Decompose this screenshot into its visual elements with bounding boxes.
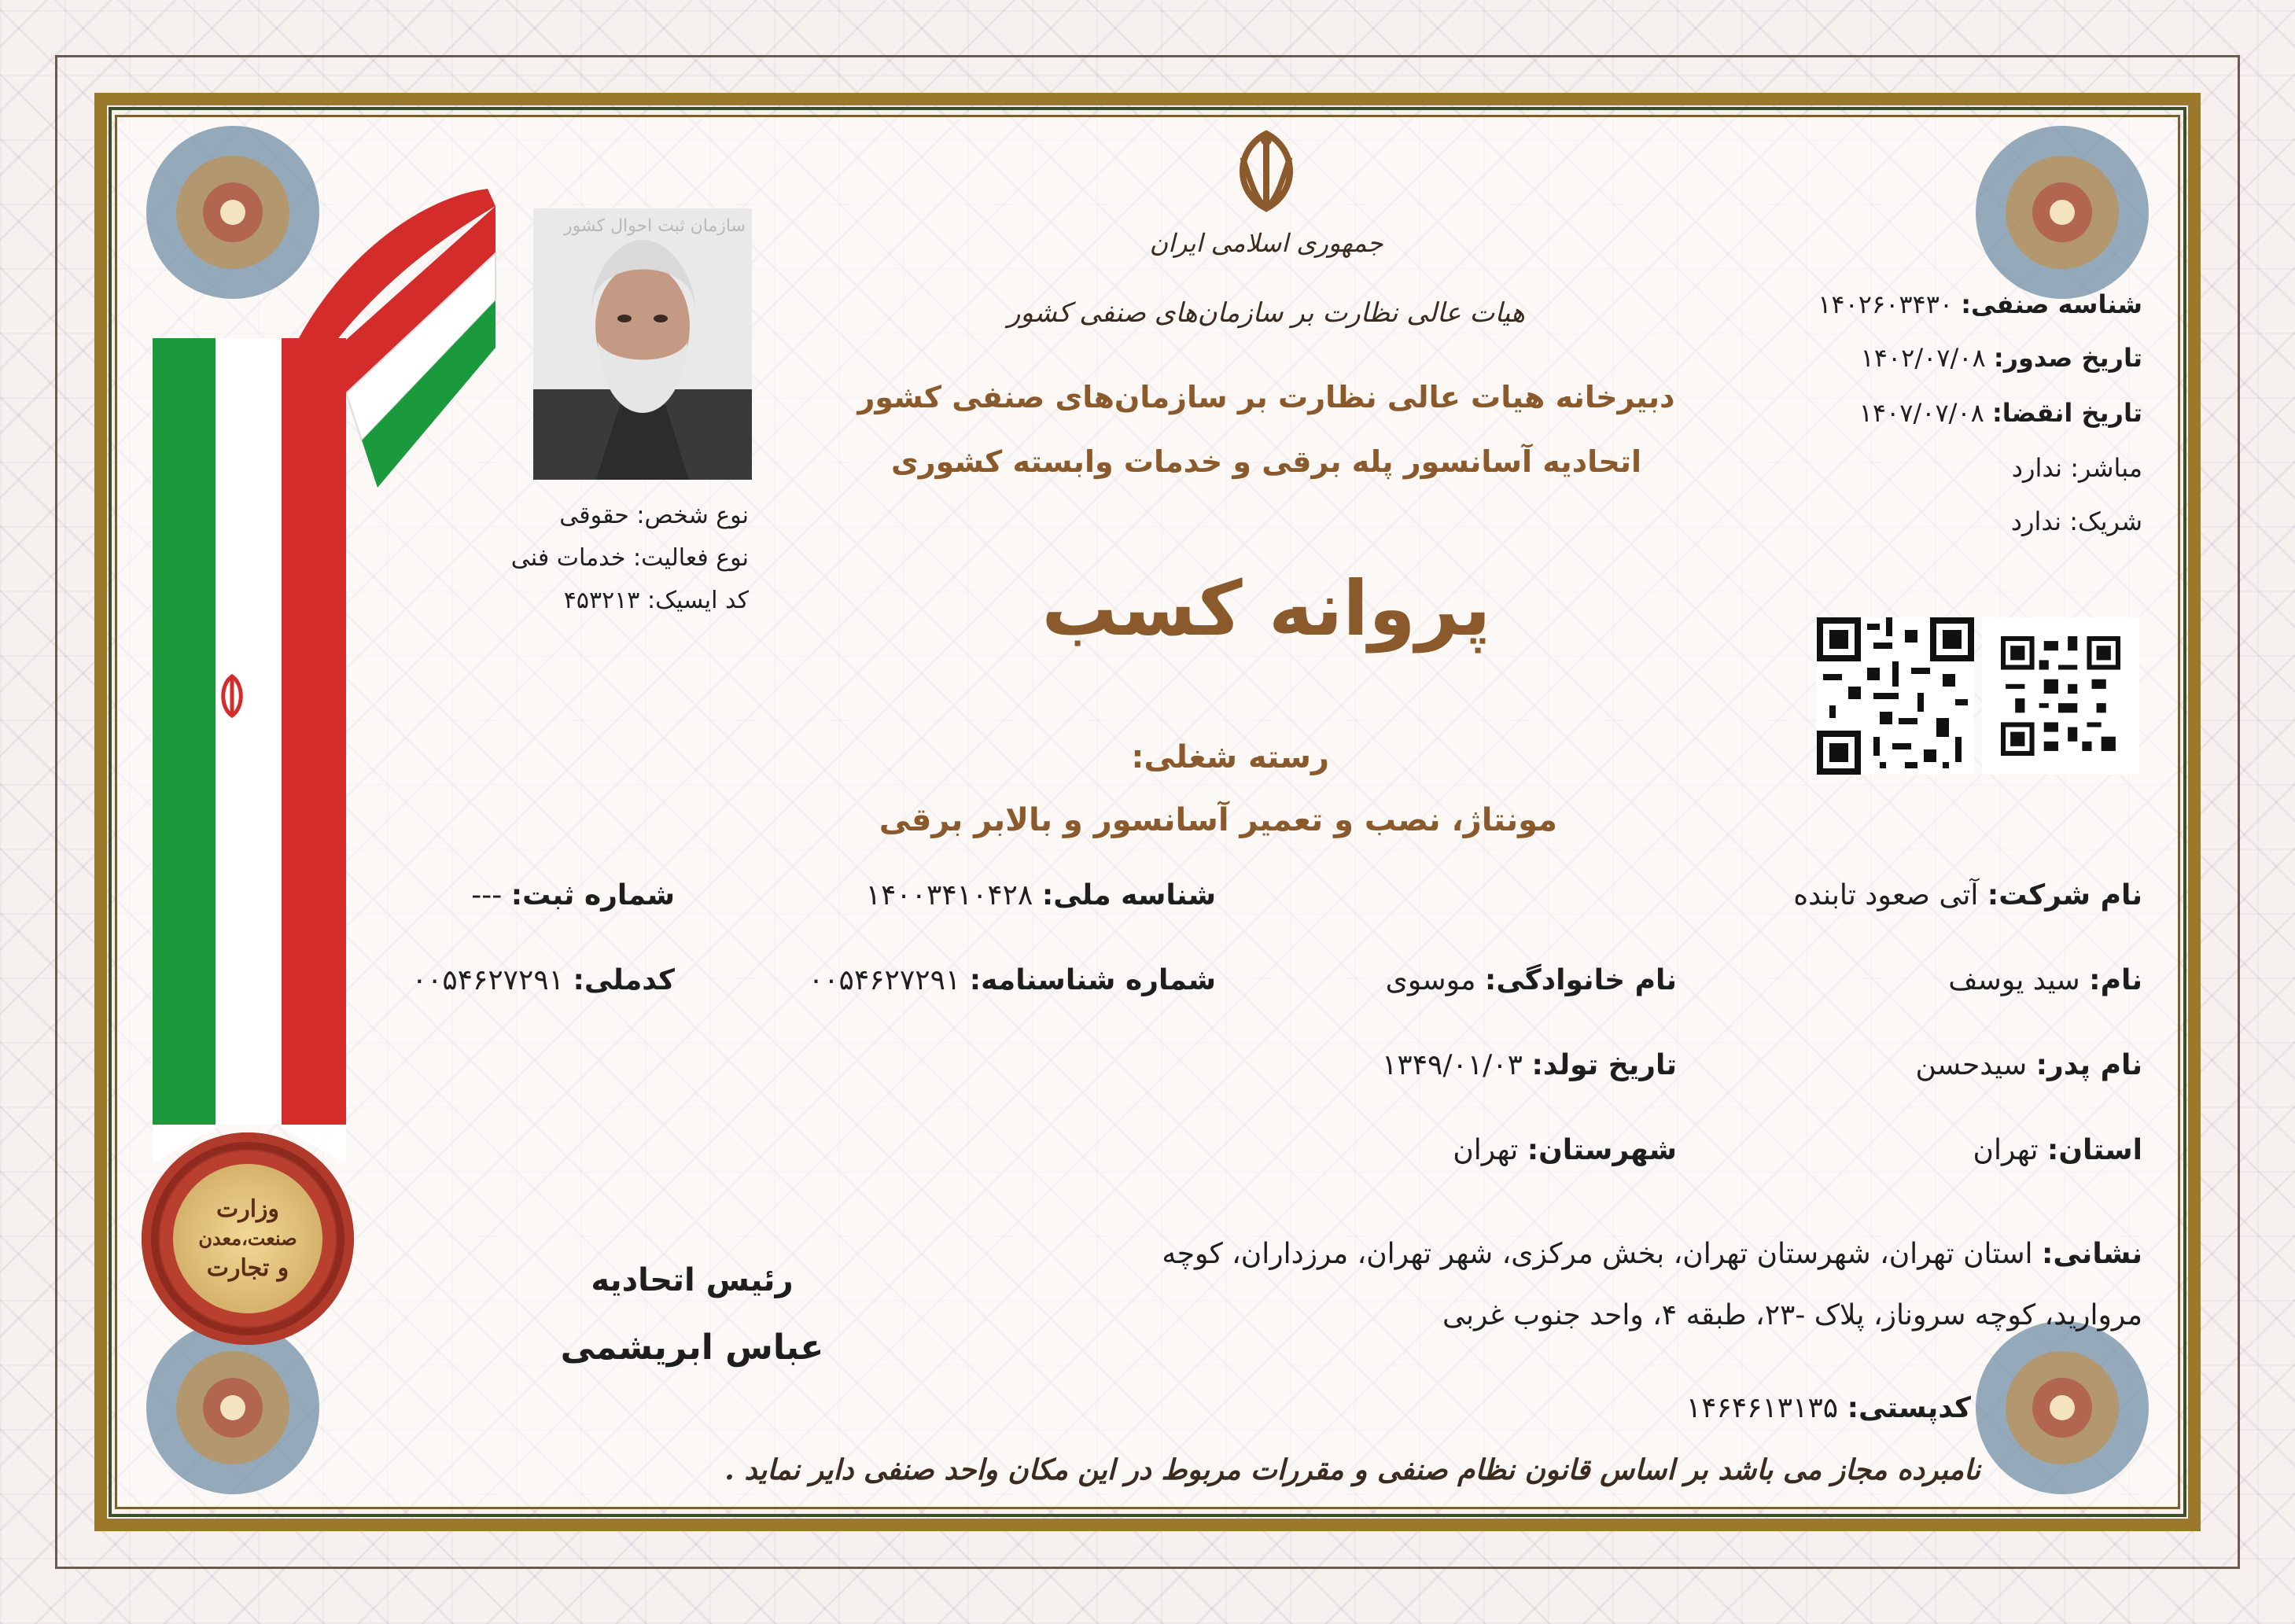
flag-ribbon [142, 189, 503, 1164]
issue-date-row [1861, 343, 2142, 373]
qr-code-large [1817, 617, 1974, 775]
father-name-value: سیدحسن [1915, 1049, 2028, 1081]
postal-code-label: کدپستی: [1847, 1392, 1971, 1424]
first-name-row [1948, 964, 2142, 996]
registration-number-row [471, 879, 675, 911]
council-title: هیات عالی نظارت بر سازمان‌های صنفی کشور [1008, 297, 1525, 329]
person-type-value: حقوقی [559, 502, 629, 529]
company-name-value: آتی صعود تابنده [1793, 879, 1979, 911]
qr-code-small [1982, 617, 2139, 775]
manager-label: مباشر: [2070, 453, 2142, 483]
birth-date-row [1382, 1049, 1677, 1081]
partner-row [2011, 506, 2142, 536]
postal-code-row [1686, 1392, 1971, 1424]
signature-role: رئیس اتحادیه [591, 1262, 794, 1298]
birth-certificate-label: شماره شناسنامه: [969, 964, 1216, 996]
address-row-1 [1162, 1238, 2142, 1270]
company-name-label: نام شرکت: [1987, 879, 2142, 911]
manager-row [2012, 453, 2142, 483]
family-name-row [1386, 964, 1677, 996]
partner-value: ندارد [2010, 506, 2062, 536]
category-value: مونتاژ، نصب و تعمیر آسانسور و بالابر برقی [879, 802, 1557, 838]
seal-text-line3: و تجارت [206, 1254, 289, 1282]
person-type-label: نوع شخص: [636, 502, 749, 529]
person-portrait [533, 208, 752, 480]
activity-type-value: خدمات فنی [510, 544, 626, 572]
issue-date-label: تاریخ صدور: [1993, 343, 2142, 373]
postal-code-value: ۱۴۶۴۶۱۳۱۳۵ [1685, 1392, 1839, 1424]
registration-number-value: --- [471, 879, 503, 911]
ministry-seal [142, 1132, 354, 1345]
company-name-row [1793, 879, 2142, 911]
birth-certificate-value: ۰۰۵۴۶۲۷۲۹۱ [808, 964, 961, 996]
expiry-date-row [1859, 398, 2142, 428]
first-name-label: نام: [2089, 964, 2142, 996]
emblem-icon [212, 672, 252, 720]
province-label: استان: [2046, 1134, 2142, 1166]
isic-code-row [564, 587, 749, 614]
father-name-row [1915, 1049, 2142, 1081]
county-row [1453, 1134, 1677, 1166]
birth-date-value: ۱۳۴۹/۰۱/۰۳ [1382, 1049, 1523, 1081]
address-label: نشانی: [2041, 1238, 2142, 1270]
isic-code-label: کد ایسیک: [647, 587, 749, 614]
manager-value: ندارد [2011, 453, 2063, 483]
province-value: تهران [1973, 1134, 2039, 1166]
national-id-label: شناسه ملی: [1041, 879, 1216, 911]
family-name-value: موسوی [1385, 964, 1476, 996]
national-code-label: کدملی: [573, 964, 675, 996]
union-title: اتحادیه آسانسور پله برقی و خدمات وابسته کشوری [890, 444, 1642, 479]
activity-type-label: نوع فعالیت: [633, 544, 749, 572]
footer-note: نامبرده مجاز می باشد بر اساس قانون نظام صنفی و مقررات مربوط در این مکان واحد صنفی دایر نماید . [724, 1453, 1980, 1486]
first-name-value: سید یوسف [1948, 964, 2080, 996]
partner-label: شریک: [2069, 506, 2142, 536]
expiry-date-label: تاریخ انقضا: [1991, 398, 2142, 428]
seal-text-line2: صنعت،معدن [198, 1227, 297, 1250]
guild-id-row [1818, 289, 2142, 319]
issue-date-value: ۱۴۰۲/۰۷/۰۸ [1860, 343, 1986, 373]
guild-id-label: شناسه صنفی: [1961, 289, 2142, 319]
republic-title: جمهوری اسلامی ایران [1149, 228, 1383, 258]
national-id-row [866, 879, 1216, 911]
iran-emblem-icon [1219, 126, 1313, 216]
profile-photo [533, 208, 752, 480]
seal-text-line1: وزارت [216, 1195, 280, 1223]
expiry-date-value: ۱۴۰۷/۰۷/۰۸ [1858, 398, 1984, 428]
license-title: پروانه کسب [1041, 565, 1491, 653]
category-label: رسته شغلی: [1131, 739, 1329, 775]
father-name-label: نام پدر: [2035, 1049, 2142, 1081]
family-name-label: نام خانوادگی: [1484, 964, 1677, 996]
signature-name: عباس ابریشمی [560, 1328, 824, 1368]
photo-watermark: سازمان ثبت احوال کشور [563, 216, 746, 236]
province-row [1973, 1134, 2142, 1166]
guild-id-value: ۱۴۰۲۶۰۳۴۳۰ [1818, 289, 1954, 319]
county-value: تهران [1453, 1134, 1519, 1166]
national-id-value: ۱۴۰۰۳۴۱۰۴۲۸ [865, 879, 1033, 911]
address-line-1: استان تهران، شهرستان تهران، بخش مرکزی، شهر تهران، مرزداران، کوچه [1162, 1238, 2033, 1270]
birth-date-label: تاریخ تولد: [1531, 1049, 1677, 1081]
national-code-value: ۰۰۵۴۶۲۷۲۹۱ [411, 964, 564, 996]
birth-certificate-row [809, 964, 1216, 996]
national-code-row [412, 964, 675, 996]
county-label: شهرستان: [1527, 1134, 1677, 1166]
isic-code-value: ۴۵۳۲۱۳ [563, 587, 640, 614]
activity-type-row [511, 544, 749, 572]
person-type-row [559, 502, 749, 529]
secretariat-title: دبیرخانه هیات عالی نظارت بر سازمان‌های صنفی کشور [857, 380, 1675, 414]
registration-number-label: شماره ثبت: [510, 879, 675, 911]
address-line-2: مروارید، کوچه سروناز، پلاک -۲۳، طبقه ۴، واحد جنوب غربی [1442, 1299, 2142, 1331]
